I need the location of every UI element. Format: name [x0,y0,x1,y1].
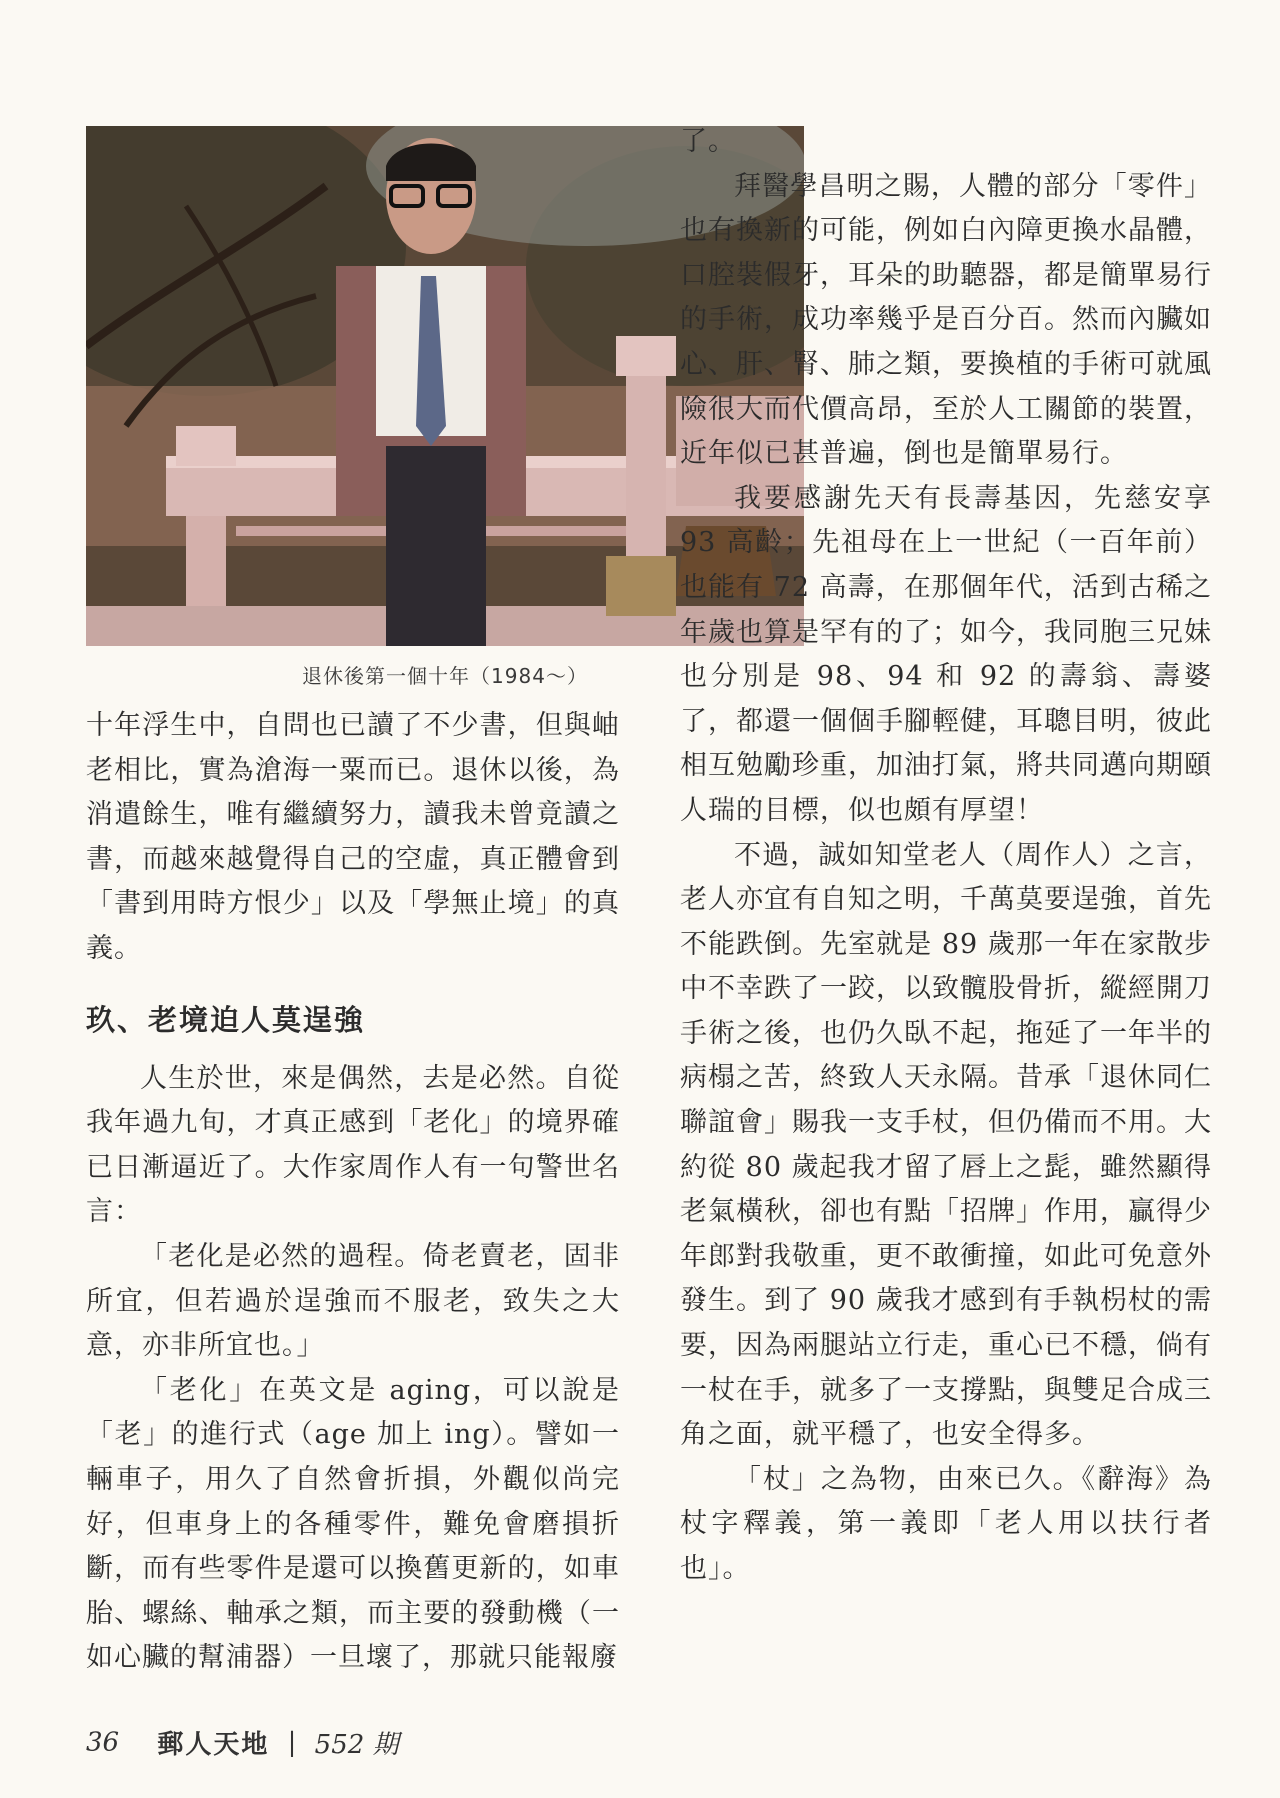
magazine-title: 郵人天地 [157,1730,270,1760]
quote-paragraph: 「老化是必然的過程。倚老賣老，固非所宜，但若過於逞強而不服老，致失之大意，亦非所宜也。」 [86,1240,620,1362]
paragraph: 「老化」在英文是 aging，可以說是「老」的進行式（age 加上 ing）。譬如一輛車子，用久了自然會折損，外觀似尚完好，但車身上的各種零件，難免會磨損折斷，而有些零件是還可以換舊更新的，如車胎、螺絲、軸承之類，而主要的發動機（一如心臟的幫浦器）一旦壞了，那就只能報廢 [86,1374,620,1674]
issue-number: 552 期 [314,1730,399,1760]
page-footer [86,1724,399,1761]
paragraph: 我要感謝先天有長壽基因，先慈安享 93 高齡；先祖母在上一世紀（一百年前）也能有 72 高壽，在那個年代，活到古稀之年歲也算是罕有的了；如今，我同胞三兄妹也分別是 98、94 和 92 的壽翁、壽婆了，都還一個個手腳輕健，耳聰目明，彼此相互勉勵珍重，加油打氣，將共同邁向期頤人瑞的目標，似也頗有厚望！ [680,482,1212,826]
footer-separator: | [287,1727,297,1758]
photo-caption: 退休後第一個十年（1984～） [302,664,588,688]
right-column [680,120,1212,1592]
paragraph: 「杖」之為物，由來已久。《辭海》為杖字釋義，第一義即「老人用以扶行者也」。 [680,1463,1212,1584]
left-column [86,704,620,1681]
paragraph: 拜醫學昌明之賜，人體的部分「零件」也有換新的可能，例如白內障更換水晶體，口腔裝假牙，耳朵的助聽器，都是簡單易行的手術，成功率幾乎是百分百。然而內臟如心、肝、腎、肺之類，要換植的手術可就風險很大而代價高昂，至於人工關節的裝置，近年似已甚普遍，倒也是簡單易行。 [680,170,1212,470]
paragraph: 十年浮生中，自問也已讀了不少書，但與岫老相比，實為滄海一粟而已。退休以後，為消遣餘生，唯有繼續努力，讀我未曾竟讀之書，而越來越覺得自己的空虛，真正體會到「書到用時方恨少」以及「學無止境」的真義。 [86,710,620,964]
paragraph: 不過，誠如知堂老人（周作人）之言，老人亦宜有自知之明，千萬莫要逞強，首先不能跌倒。先室就是 89 歲那一年在家散步中不幸跌了一跤，以致髖股骨折，縱經開刀手術之後，也仍久臥不起，拖延了一年半的病榻之苦，終致人天永隔。昔承「退休同仁聯誼會」賜我一支手杖，但仍備而不用。大約從 80 歲起我才留了唇上之髭，雖然顯得老氣橫秋，卻也有點「招牌」作用，贏得少年郎對我敬重，更不敢衝撞，如此可免意外發生。到了 90 歲我才感到有手執枴杖的需要，因為兩腿站立行走，重心已不穩，倘有一杖在手，就多了一支撐點，與雙足合成三角之面，就平穩了，也安全得多。 [680,839,1212,1451]
paragraph: 了。 [680,126,736,157]
section-title: 玖、老境迫人莫逞強 [86,1002,366,1037]
page-number: 36 [86,1727,120,1758]
paragraph: 人生於世，來是偶然，去是必然。自從我年過九旬，才真正感到「老化」的境界確已日漸逼近了。大作家周作人有一句警世名言： [86,1062,620,1228]
